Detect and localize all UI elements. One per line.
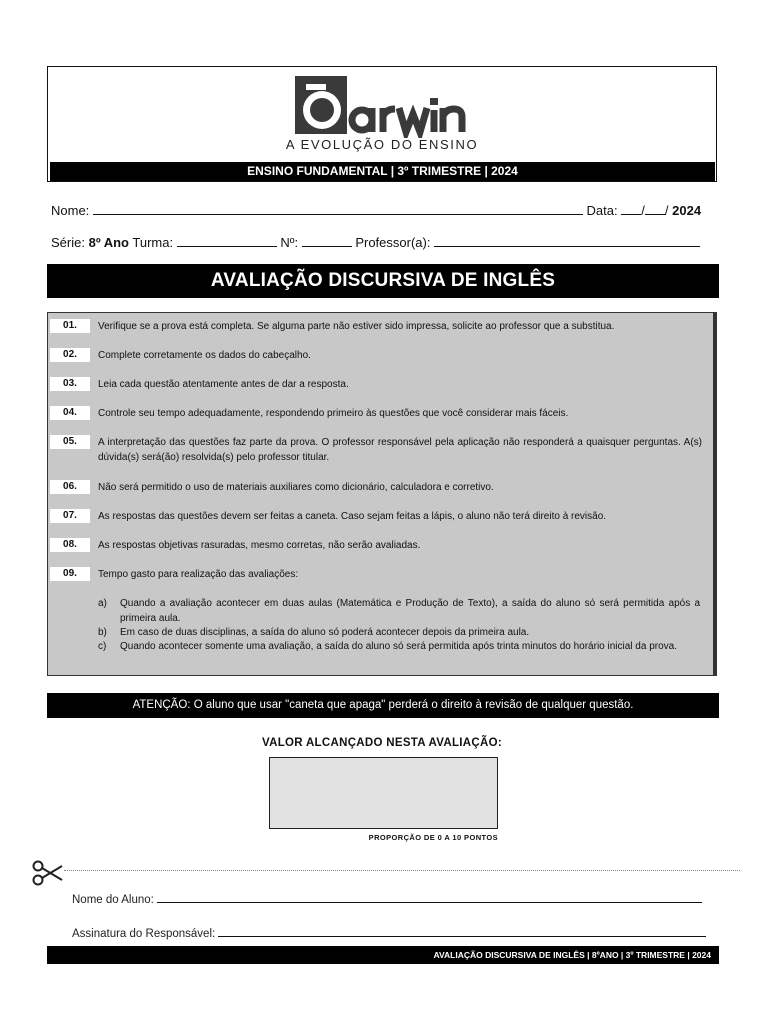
serie-value: 8º Ano <box>88 235 129 250</box>
nome-row <box>51 202 701 218</box>
score-box[interactable] <box>269 757 498 829</box>
assinatura-field[interactable] <box>218 924 706 937</box>
education-bar: ENSINO FUNDAMENTAL | 3º TRIMESTRE | 2024 <box>50 162 715 181</box>
numero-field[interactable] <box>302 234 352 247</box>
instruction-number: 02. <box>50 348 90 362</box>
instruction-number: 04. <box>50 406 90 420</box>
footer-bar: AVALIAÇÃO DISCURSIVA DE INGLÊS | 8ºANO | 3º TRIMESTRE | 2024 <box>47 946 719 964</box>
instruction-text: As respostas das questões devem ser feitas a caneta. Caso sejam feitas a lápis, o aluno não terá direito à revisão. <box>98 511 607 522</box>
serie-label: Série: <box>51 235 85 250</box>
data-label: Data: <box>586 203 618 218</box>
nome-label: Nome: <box>51 203 90 218</box>
darwin-logo <box>292 74 472 138</box>
numero-label: Nº: <box>280 235 299 250</box>
assinatura-label: Assinatura do Responsável: <box>72 928 216 940</box>
nome-aluno-field[interactable] <box>157 890 702 903</box>
scissors-icon <box>32 858 64 888</box>
instruction-number: 05. <box>50 435 90 449</box>
serie-row <box>51 234 700 250</box>
instruction-number: 07. <box>50 509 90 523</box>
instruction-text: Complete corretamente os dados do cabeçalho. <box>98 350 311 361</box>
instruction-text: Leia cada questão atentamente antes de dar a resposta. <box>98 379 349 390</box>
instruction-text: Não será permitido o uso de materiais auxiliares como dicionário, calculadora e corretivo. <box>98 482 494 493</box>
turma-label: Turma: <box>132 235 174 250</box>
instruction-number: 06. <box>50 480 90 494</box>
nome-aluno-row <box>72 890 702 906</box>
page-title: AVALIAÇÃO DISCURSIVA DE INGLÊS <box>47 264 719 298</box>
sub-item-text: Quando a avaliação acontecer em duas aulas (Matemática e Produção de Texto), a saída do aluno só será permitida após a primeira aula. <box>120 598 700 624</box>
instruction-text: As respostas objetivas rasuradas, mesmo corretas, não serão avaliadas. <box>98 540 421 551</box>
sub-item-text: Quando acontecer somente uma avaliação, a saída do aluno só será permitida após trinta minutos do horário inicial da prova. <box>120 641 677 652</box>
instruction-number: 09. <box>50 567 90 581</box>
date-separator: / <box>641 203 645 218</box>
sub-item-letter: b) <box>98 627 107 638</box>
professor-field[interactable] <box>434 234 700 247</box>
sub-item-letter: c) <box>98 641 107 652</box>
score-hint: PROPORÇÃO DE 0 A 10 PONTOS <box>368 833 498 842</box>
instruction-text: Tempo gasto para realização das avaliações: <box>98 569 299 580</box>
date-day-field[interactable] <box>621 202 641 215</box>
instruction-text: Verifique se a prova está completa. Se alguma parte não estiver sido impressa, solicite ao professor que a substitua. <box>98 321 615 332</box>
instruction-number: 01. <box>50 319 90 333</box>
attention-banner: ATENÇÃO: O aluno que usar "caneta que apaga" perderá o direito à revisão de qualquer questão. <box>47 693 719 718</box>
instruction-number: 03. <box>50 377 90 391</box>
tagline: A EVOLUÇÃO DO ENSINO <box>285 137 479 152</box>
instruction-text: Controle seu tempo adequadamente, respondendo primeiro às questões que você considerar mais fáceis. <box>98 408 569 419</box>
sub-item-text: Em caso de duas disciplinas, a saída do aluno só poderá acontecer depois da primeira aula. <box>120 627 530 638</box>
instruction-number: 08. <box>50 538 90 552</box>
assinatura-row <box>72 924 706 940</box>
professor-label: Professor(a): <box>355 235 431 250</box>
nome-field[interactable] <box>93 202 583 215</box>
instruction-text: A interpretação das questões faz parte da prova. O professor responsável pela aplicação não responderá a quaisquer perguntas. A(s) dúvida(s) será(ão) resolvida(s) pelo professor titular. <box>98 437 702 463</box>
cut-line <box>64 870 740 871</box>
turma-field[interactable] <box>177 234 277 247</box>
date-separator: / <box>664 203 669 218</box>
date-month-field[interactable] <box>645 202 665 215</box>
sub-item-letter: a) <box>98 598 107 609</box>
nome-aluno-label: Nome do Aluno: <box>72 894 154 906</box>
date-year: 2024 <box>672 203 702 218</box>
score-label: VALOR ALCANÇADO NESTA AVALIAÇÃO: <box>261 737 502 749</box>
